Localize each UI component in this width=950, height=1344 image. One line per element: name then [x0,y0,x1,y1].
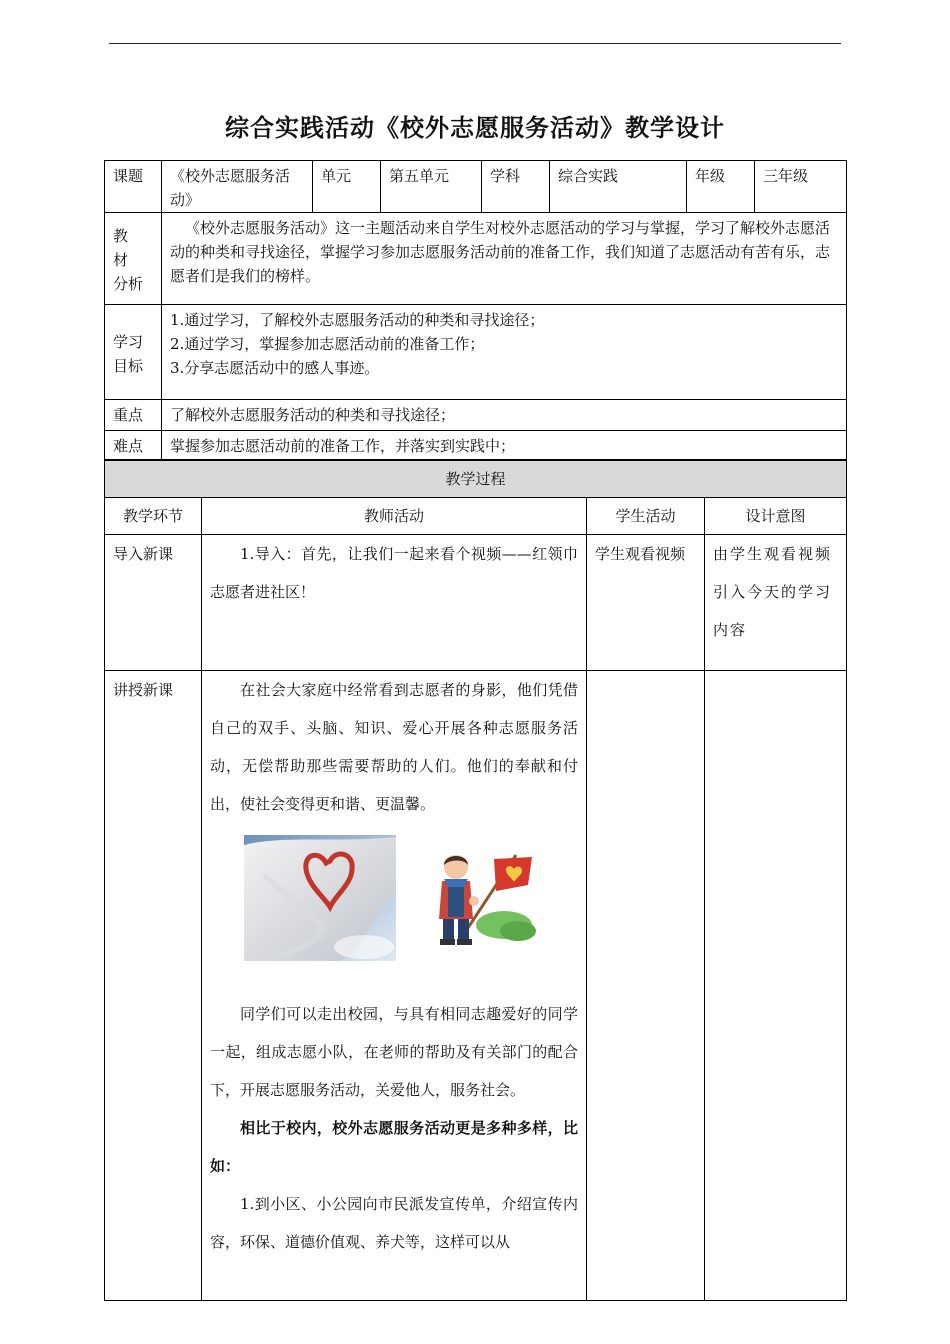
column-header-row [105,498,847,535]
intent-cell: 由学生观看视频引入今天的学习内容 [705,535,847,671]
topic-label: 课题 [105,161,162,213]
stage-cell: 导入新课 [105,535,202,671]
teacher-cell [202,535,587,671]
subject-value: 综合实践 [550,161,687,213]
goal-item: 2.通过学习，掌握参加志愿活动前的准备工作； [170,335,485,353]
key-text: 了解校外志愿服务活动的种类和寻找途径； [162,400,847,431]
goal-item: 3.分享志愿活动中的感人事迹。 [170,359,380,377]
goals-label [105,305,162,400]
analysis-label-line1: 教材 [113,227,139,269]
teacher-text: 同学们可以走出校园，与具有相同志趣爱好的同学一起，组成志愿小队，在老师的帮助及有关部门的配合下，开展志愿服务活动，关爱他人，服务社会。 [210,1005,578,1099]
difficulty-text: 掌握参加志愿活动前的准备工作，并落实到实践中； [162,431,847,462]
stage-cell: 讲授新课 [105,671,202,1301]
header-rule [109,43,841,44]
col-teacher-header: 教师活动 [202,498,587,535]
grade-value: 三年级 [755,161,847,213]
analysis-text: 《校外志愿服务活动》这一主题活动来自学生对校外志愿活动的学习与掌握，学习了解校外志愿活动的种类和寻找途径，掌握学习参加志愿服务活动前的准备工作，我们知道了志愿活动有苦有乐，志愿者们是我们的榜样。 [170,219,831,285]
difficulty-label: 难点 [105,431,162,462]
analysis-label-line2: 分析 [113,275,144,293]
info-row-basic [105,161,847,213]
info-row-difficulty [105,431,847,462]
table-row [105,535,847,671]
student-cell: 学生观看视频 [587,535,705,671]
teacher-text: 1.到小区、小公园向市民派发宣传单，介绍宣传内容，环保、道德价值观、养犬等，这样可以从 [210,1195,578,1251]
teacher-text-bold: 相比于校内，校外志愿服务活动更是多种多样，比如： [210,1119,578,1175]
teacher-text: 在社会大家庭中经常看到志愿者的身影，他们凭借自己的双手、头脑、知识、爱心开展各种志愿服务活动，无偿帮助那些需要帮助的人们。他们的奉献和付出，使社会变得更和谐、更温馨。 [210,681,578,813]
intent-cell [705,671,847,1301]
info-row-goals [105,305,847,400]
key-label: 重点 [105,400,162,431]
info-row-key [105,400,847,431]
analysis-label [105,213,162,305]
goal-item: 1.通过学习，了解校外志愿服务活动的种类和寻找途径； [170,311,545,329]
goals-label-line1: 学习 [113,332,144,351]
heart-flag-photo [244,835,396,961]
col-student-header: 学生活动 [587,498,705,535]
teacher-cell [202,671,587,1301]
student-cell [587,671,705,1301]
process-header-row [105,460,847,498]
illustration-row [210,835,578,985]
grade-label: 年级 [687,161,755,213]
table-row [105,671,847,1301]
teacher-text: 1.导入：首先，让我们一起来看个视频——红领巾志愿者进社区！ [210,545,578,601]
course-info-table [104,160,847,462]
subject-label: 学科 [482,161,550,213]
analysis-text-cell [162,213,847,305]
col-stage-header: 教学环节 [105,498,202,535]
document-title: 综合实践活动《校外志愿服务活动》教学设计 [225,114,725,142]
goals-label-line2: 目标 [113,356,144,375]
goals-cell [162,305,847,400]
unit-label: 单元 [313,161,381,213]
unit-value: 第五单元 [381,161,482,213]
topic-value: 《校外志愿服务活动》 [162,161,313,213]
process-header: 教学过程 [105,460,847,498]
teaching-process-table [104,459,847,1301]
volunteer-flag-illustration [418,845,538,951]
info-row-analysis [105,213,847,305]
col-intent-header: 设计意图 [705,498,847,535]
